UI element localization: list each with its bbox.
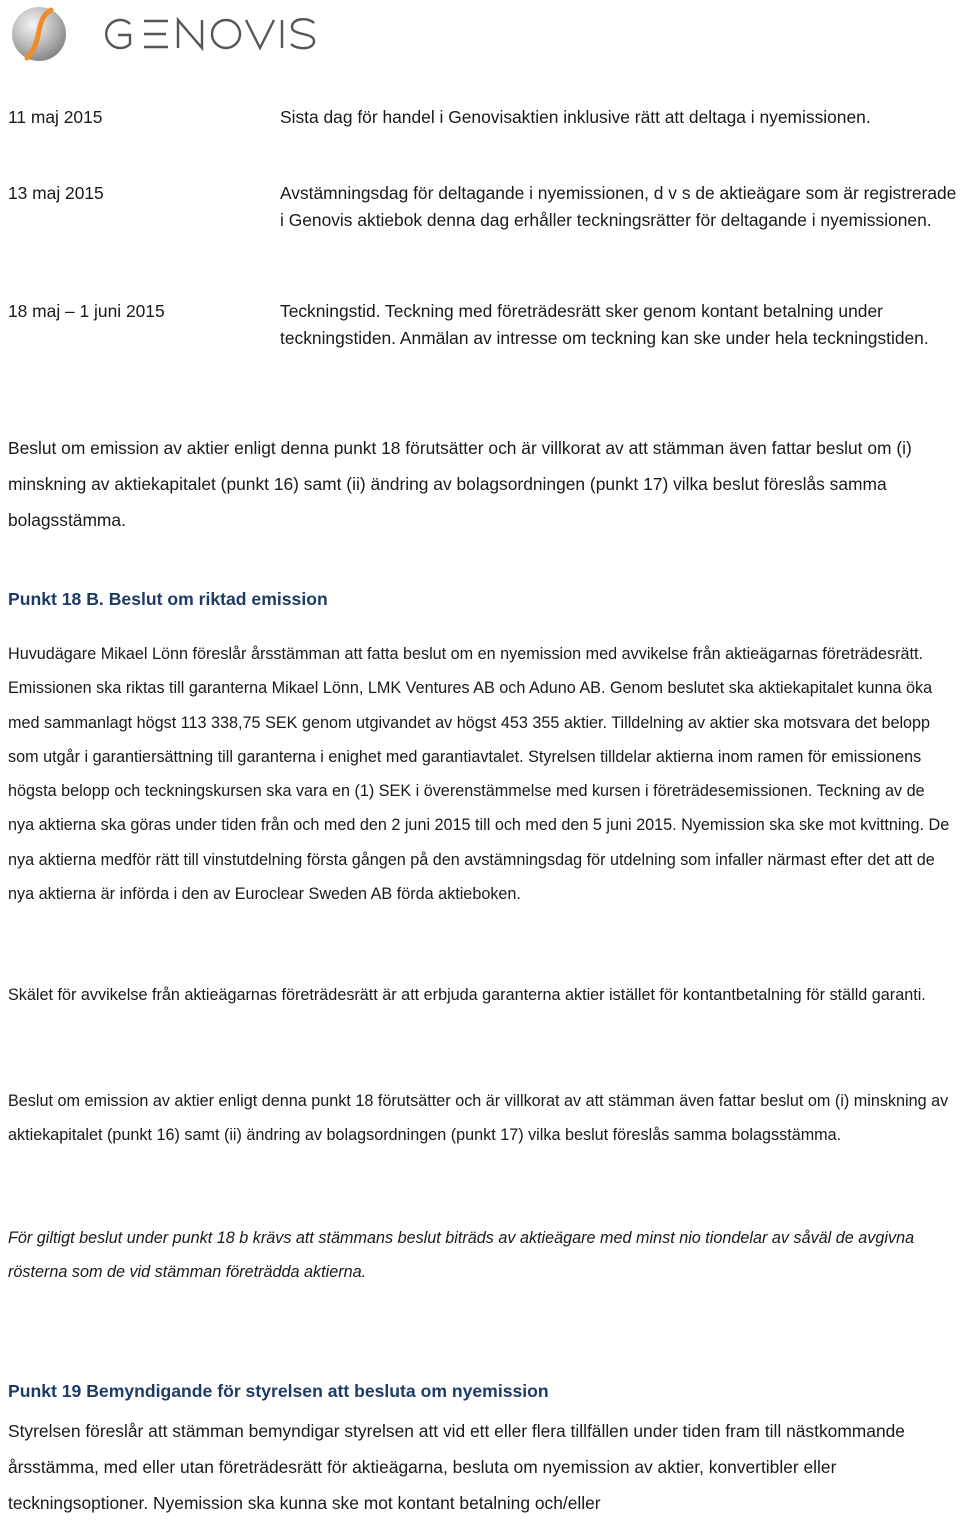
- schedule-date: 11 maj 2015: [8, 107, 103, 127]
- section-18b-condition-paragraph: Beslut om emission av aktier enligt denna punkt 18 förutsätter och är villkorat av att stämman även fattar beslut om (i) minskning av aktiekapitalet (punkt 16) samt (ii) ändring av bolagsordningen (punkt 17) vilka beslut föreslås samma bolagsstämma.: [8, 1092, 949, 1145]
- section-18b-majority-note: För giltigt beslut under punkt 18 b krävs att stämmans beslut biträds av aktieägare med minst nio tiondelar av såväl de avgivna rösterna som de vid stämman företrädda aktierna.: [8, 1229, 915, 1282]
- schedule-description: Avstämningsdag för deltagande i nyemissionen, d v s de aktieägare som är registrerade i Genovis aktiebok denna dag erhåller teckningsrätter för deltagande i nyemissionen.: [280, 183, 957, 230]
- section-18b-reason-paragraph: Skälet för avvikelse från aktieägarnas företrädesrätt är att erbjuda garanterna aktier istället för kontantbetalning för ställd garanti.: [8, 986, 926, 1004]
- condition-paragraph: Beslut om emission av aktier enligt denna punkt 18 förutsätter och är villkorat av att stämman även fattar beslut om (i) minskning av aktiekapitalet (punkt 16) samt (ii) ändring av bolagsordningen (punkt 17) vilka beslut föreslås samma bolagsstämma.: [8, 438, 912, 530]
- genovis-logo-graphic: [8, 4, 318, 62]
- schedule-description: Sista dag för handel i Genovisaktien inklusive rätt att deltaga i nyemissionen.: [280, 107, 871, 127]
- section-19-heading: Punkt 19 Bemyndigande för styrelsen att besluta om nyemission: [8, 1381, 549, 1401]
- schedule-date: 13 maj 2015: [8, 183, 104, 203]
- schedule-description: Teckningstid. Teckning med företrädesrätt sker genom kontant betalning under teckningstiden. Anmälan av intresse om teckning kan ske under hela teckningstiden.: [280, 301, 929, 348]
- schedule-date: 18 maj – 1 juni 2015: [8, 301, 165, 321]
- section-18b-paragraph: Huvudägare Mikael Lönn föreslår årsstämman att fatta beslut om en nyemission med avvikelse från aktieägarnas företrädesrätt. Emissionen ska riktas till garanterna Mikael Lönn, LMK Ventures AB och Aduno AB. Genom beslutet ska aktiekapitalet kunna öka med sammanlagt högst 113 338,75 SEK genom utgivandet av högst 453 355 aktier. Tilldelning av aktier ska motsvara det belopp som utgår i garantiersättning till garanterna i enighet med garantiavtalet. Styrelsen tilldelar aktierna inom ramen för emissionens högsta belopp och teckningskursen ska vara en (1) SEK i överenstämmelse med kursen i företrädesemissionen. Teckning av de nya aktierna ska göras under tiden från och med den 2 juni 2015 till och med den 5 juni 2015. Nyemission ska ske mot kvittning. De nya aktierna medför rätt till vinstutdelning första gången på den avstämningsdag för utdelning som infaller närmast efter det att de nya aktierna är införda i den av Euroclear Sweden AB förda aktieboken.: [8, 645, 950, 904]
- section-18b-heading: Punkt 18 B. Beslut om riktad emission: [8, 589, 328, 609]
- section-19-paragraph: Styrelsen föreslår att stämman bemyndigar styrelsen att vid ett eller flera tillfällen under tiden fram till nästkommande årsstämma, med eller utan företrädesrätt för aktieägarna, besluta om nyemission av aktier, konvertibler eller teckningsoptioner. Nyemission ska kunna ske mot kontant betalning och/eller: [8, 1421, 905, 1513]
- genovis-logo: [8, 4, 318, 62]
